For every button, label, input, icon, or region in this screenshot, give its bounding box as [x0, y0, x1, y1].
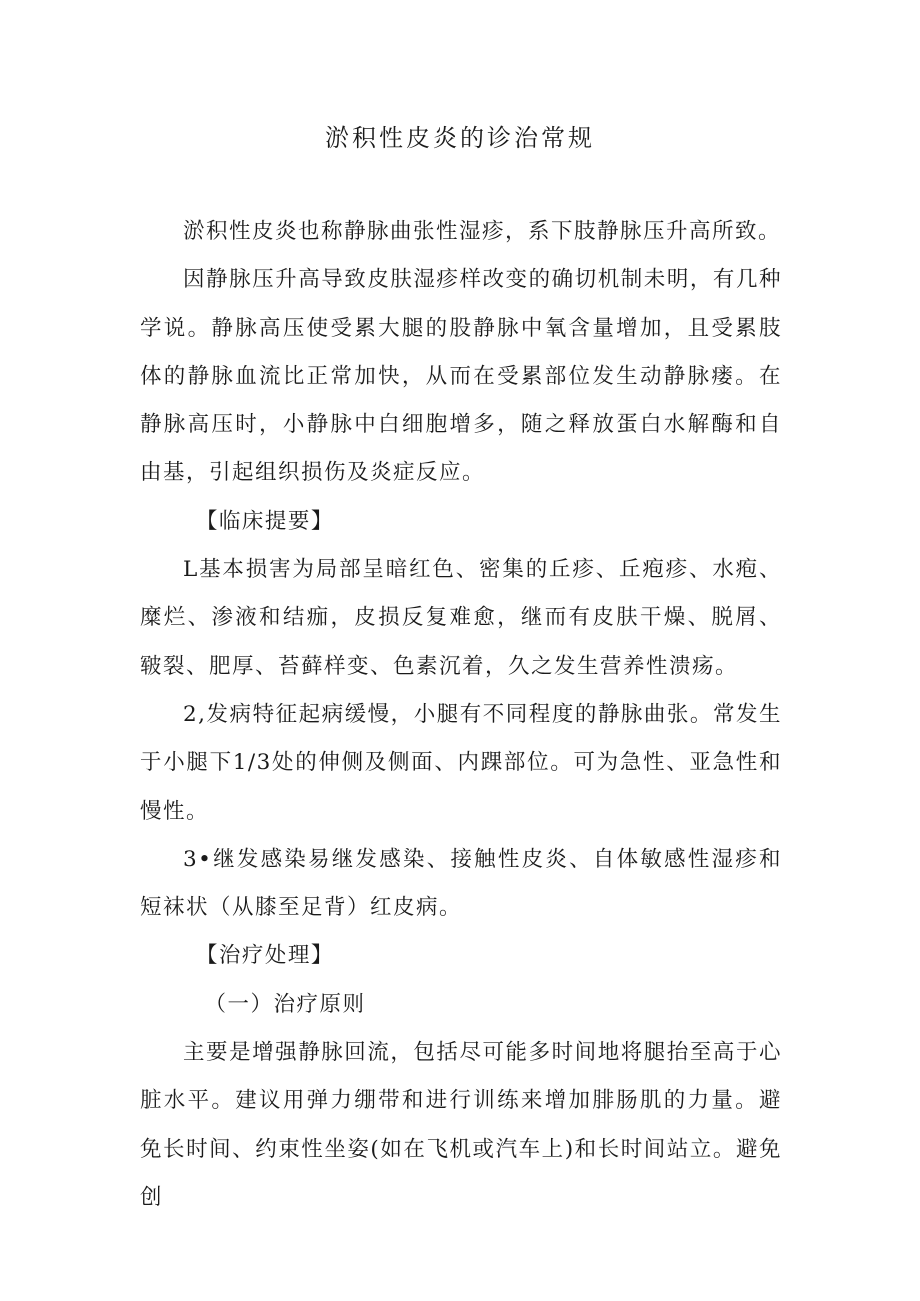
- document-body: [140, 208, 782, 1222]
- paragraph-clinical-3: 3•继发感染易继发感染、接触性皮炎、自体敏感性湿疹和短袜状（从膝至足背）红皮病。: [140, 846, 782, 921]
- section-heading-treatment: 【治疗处理】: [195, 943, 334, 969]
- paragraph-treatment-principle: 主要是增强静脉回流，包括尽可能多时间地将腿抬至高于心脏水平。建议用弹力绷带和进行训练来增加腓肠肌的力量。避免长时间、约束性坐姿(如在飞机或汽车上)和长时间站立。避免创: [140, 1040, 782, 1210]
- section-heading-clinical: 【临床提要】: [195, 508, 334, 534]
- paragraph-mechanism: 因静脉压升高导致皮肤湿疹样改变的确切机制未明，有几种学说。静脉高压使受累大腿的股静脉中氧含量增加，且受累肢体的静脉血流比正常加快，从而在受累部位发生动静脉瘘。在静脉高压时，小静脉中白细胞增多，随之释放蛋白水解酶和自由基，引起组织损伤及炎症反应。: [140, 267, 782, 486]
- paragraph-intro: 淤积性皮炎也称静脉曲张性湿疹，系下肢静脉压升高所致。: [183, 219, 782, 244]
- paragraph-clinical-1: L基本损害为局部呈暗红色、密集的丘疹、丘疱疹、水疱、糜烂、渗液和结痂，皮损反复难愈，继而有皮肤干燥、脱屑、皲裂、肥厚、苔藓样变、色素沉着，久之发生营养性溃疡。: [140, 557, 782, 679]
- paragraph-clinical-2: 2,发病特征起病缓慢，小腿有不同程度的静脉曲张。常发生于小腿下1/3处的伸侧及侧面、内踝部位。可为急性、亚急性和慢性。: [140, 701, 782, 824]
- document-title: 淤积性皮炎的诊治常规: [325, 124, 595, 152]
- subsection-heading-principle: （一）治疗原则: [204, 991, 366, 1017]
